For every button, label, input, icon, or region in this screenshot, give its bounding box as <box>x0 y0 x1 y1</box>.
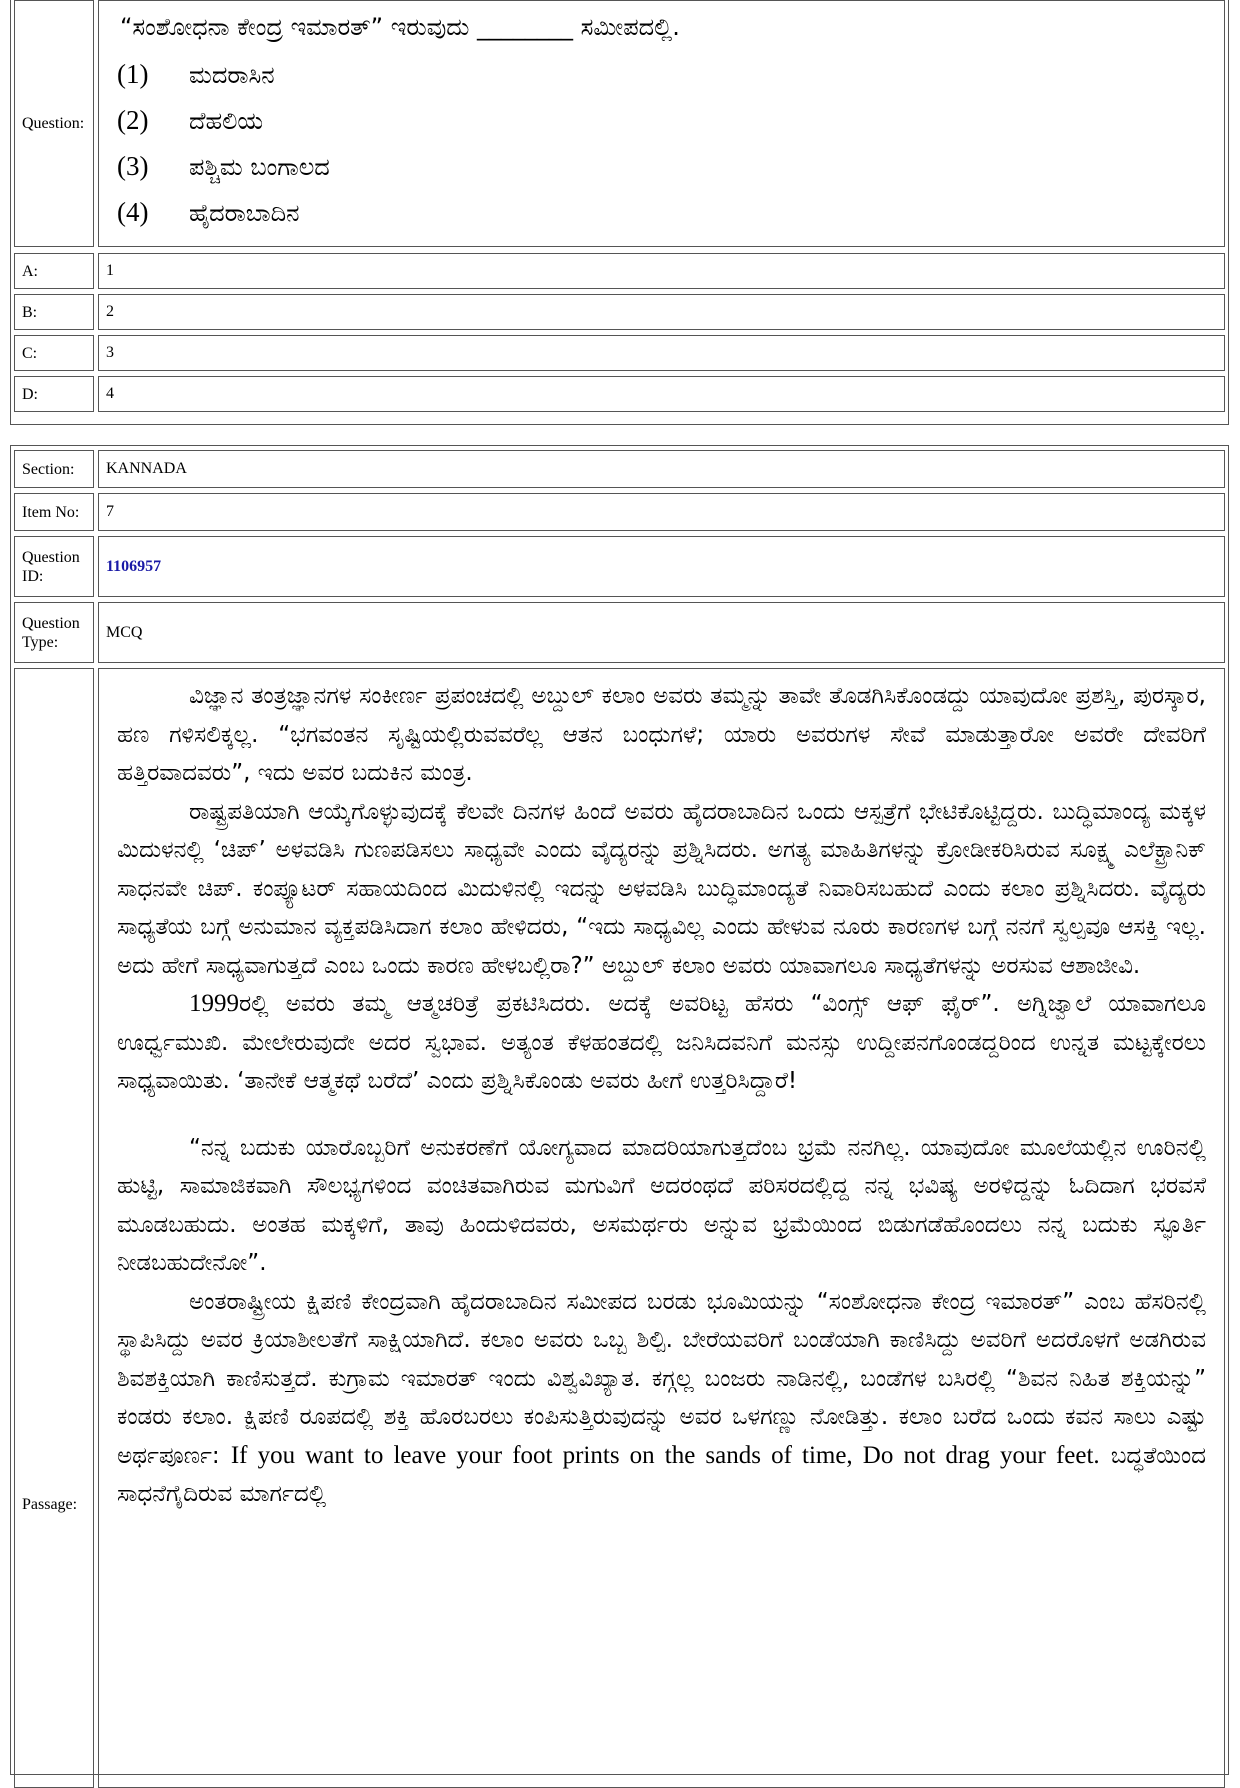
passage-text <box>117 677 1206 1514</box>
answer-row-d <box>14 376 1225 412</box>
answer-value: 4 <box>98 376 1225 412</box>
passage-paragraph-5 <box>117 1283 1206 1514</box>
option-text: ಮದರಾಸಿನ <box>189 61 275 89</box>
section-label: Section: <box>14 450 94 488</box>
answer-row-c <box>14 335 1225 371</box>
section-value: KANNADA <box>98 450 1225 488</box>
question-row <box>14 0 1225 247</box>
passage-paragraph-1: ವಿಜ್ಞಾನ ತಂತ್ರಜ್ಞಾನಗಳ ಸಂಕೀರ್ಣ ಪ್ರಪಂಚದಲ್ಲಿ ಅಬ್ದುಲ್ ಕಲಾಂ ಅವರು ತಮ್ಮನ್ನು ತಾವೇ ತೊಡಗಿಸಿಕೊಂಡದ್ದು ಯಾವುದೋ ಪ್ರಶಸ್ತಿ, ಪುರಸ್ಕಾರ, ಹಣ ಗಳಿಸಲಿಕ್ಕಲ್ಲ. “ಭಗವಂತನ ಸೃಷ್ಟಿಯಲ್ಲಿರುವವರೆಲ್ಲ ಆತನ ಬಂಧುಗಳೆ; ಯಾರು ಅವರುಗಳ ಸೇವೆ ಮಾಡುತ್ತಾರೋ ಅವರೇ ದೇವರಿಗೆ ಹತ್ತಿರವಾದವರು”, ಇದು ಅವರ ಬದುಕಿನ ಮಂತ್ರ. <box>117 683 1206 786</box>
passage-paragraph-3 <box>117 985 1206 1101</box>
question-id-row <box>14 536 1225 597</box>
question-type-label: Question Type: <box>14 602 94 663</box>
passage-paragraph-2: ರಾಷ್ಟ್ರಪತಿಯಾಗಿ ಆಯ್ಕೆಗೊಳ್ಳುವುದಕ್ಕೆ ಕೆಲವೇ ದಿನಗಳ ಹಿಂದೆ ಅವರು ಹೈದರಾಬಾದಿನ ಒಂದು ಆಸ್ಪತ್ರೆಗೆ ಭೇಟಿಕೊಟ್ಟಿದ್ದರು. ಬುದ್ಧಿಮಾಂದ್ಯ ಮಕ್ಕಳ ಮಿದುಳನಲ್ಲಿ ‘ಚಿಪ್’ ಅಳವಡಿಸಿ ಗುಣಪಡಿಸಲು ಸಾಧ್ಯವೇ ಎಂದು ವೈದ್ಯರನ್ನು ಪ್ರಶ್ನಿಸಿದರು. ಅಗತ್ಯ ಮಾಹಿತಿಗಳನ್ನು ಕ್ರೋಡೀಕರಿಸಿರುವ ಸೂಕ್ಷ್ಮ ಎಲೆಕ್ಟ್ರಾನಿಕ್ ಸಾಧನವೇ ಚಿಪ್. ಕಂಪ್ಯೂಟರ್ ಸಹಾಯದಿಂದ ಮಿದುಳಿನಲ್ಲಿ ಇದನ್ನು ಅಳವಡಿಸಿ ಬುದ್ಧಿಮಾಂದ್ಯತೆ ನಿವಾರಿಸಬಹುದೆ ಎಂದು ಕಲಾಂ ಪ್ರಶ್ನಿಸಿದರು. ವೈದ್ಯರು ಸಾಧ್ಯತೆಯ ಬಗ್ಗೆ ಅನುಮಾನ ವ್ಯಕ್ತಪಡಿಸಿದಾಗ ಕಲಾಂ ಹೇಳಿದರು, “ಇದು ಸಾಧ್ಯವಿಲ್ಲ ಎಂದು ಹೇಳುವ ನೂರು ಕಾರಣಗಳ ಬಗ್ಗೆ ನನಗೆ ಸ್ವಲ್ಪವೂ ಆಸಕ್ತಿ ಇಲ್ಲ. ಅದು ಹೇಗೆ ಸಾಧ್ಯವಾಗುತ್ತದೆ ಎಂಬ ಒಂದು ಕಾರಣ ಹೇಳಬಲ್ಲಿರಾ?” ಅಬ್ದುಲ್ ಕಲಾಂ ಅವರು ಯಾವಾಗಲೂ ಸಾಧ್ಯತೆಗಳನ್ನು ಅರಸುವ ಆಶಾಜೀವಿ. <box>117 798 1206 979</box>
option-number: (1) <box>117 59 149 89</box>
passage-paragraph-3-text: ರಲ್ಲಿ ಅವರು ತಮ್ಮ ಆತ್ಮಚರಿತ್ರೆ ಪ್ರಕಟಿಸಿದರು. ಅದಕ್ಕೆ ಅವರಿಟ್ಟ ಹೆಸರು “ವಿಂಗ್ಸ್ ಆಫ್ ಫೈರ್”. ಅಗ್ನಿಜ್ವಾಲೆ ಯಾವಾಗಲೂ ಊರ್ಧ್ವಮುಖಿ. ಮೇಲೇರುವುದೇ ಅದರ ಸ್ವಭಾವ. ಅತ್ಯಂತ ಕೆಳಹಂತದಲ್ಲಿ ಜನಿಸಿದವನಿಗೆ ಮನಸ್ಸು ಉದ್ದೀಪನಗೊಂಡದ್ದರಿಂದ ಉನ್ನತ ಮಟ್ಟಕ್ಕೇರಲು ಸಾಧ್ಯವಾಯಿತು. ‘ತಾನೇಕೆ ಆತ್ಮಕಥೆ ಬರೆದೆ’ ಎಂದು ಪ್ರಶ್ನಿಸಿಕೊಂಡು ಅವರು ಹೀಗೆ ಉತ್ತರಿಸಿದ್ದಾರೆ! <box>117 991 1206 1094</box>
item-no-value: 7 <box>98 493 1225 531</box>
answer-row-b <box>14 294 1225 330</box>
option-text: ಹೈದರಾಬಾದಿನ <box>189 199 300 227</box>
item-table <box>10 445 1229 1775</box>
question-id-value: 1106957 <box>98 536 1225 597</box>
option-text: ದೆಹಲಿಯ <box>189 107 264 135</box>
item-no-row <box>14 493 1225 531</box>
answer-label: D: <box>14 376 94 412</box>
passage-paragraph-5-text: ಅಂತರಾಷ್ಟ್ರೀಯ ಕ್ಷಿಪಣಿ ಕೇಂದ್ರವಾಗಿ ಹೈದರಾಬಾದಿನ ಸಮೀಪದ ಬರಡು ಭೂಮಿಯನ್ನು “ಸಂಶೋಧನಾ ಕೇಂದ್ರ ಇಮಾರತ್” ಎಂಬ ಹೆಸರಿನಲ್ಲಿ ಸ್ಥಾಪಿಸಿದ್ದು ಅವರ ಕ್ರಿಯಾಶೀಲತೆಗೆ ಸಾಕ್ಷಿಯಾಗಿದೆ. ಕಲಾಂ ಅವರು ಒಬ್ಬ ಶಿಲ್ಪಿ. ಬೇರೆಯವರಿಗೆ ಬಂಡೆಯಾಗಿ ಕಾಣಿಸಿದ್ದು ಅವರಿಗೆ ಅದರೊಳಗೆ ಅಡಗಿರುವ ಶಿವಶಕ್ತಿಯಾಗಿ ಕಾಣಿಸುತ್ತದೆ. ಕುಗ್ರಾಮ ಇಮಾರತ್ ಇಂದು ವಿಶ್ವವಿಖ್ಯಾತ. ಕಗ್ಗಲ್ಲ ಬಂಜರು ನಾಡಿನಲ್ಲಿ, ಬಂಡೆಗಳ ಬಸಿರಲ್ಲಿ “ಶಿವನ ನಿಹಿತ ಶಕ್ತಿಯನ್ನು” ಕಂಡರು ಕಲಾಂ. ಕ್ಷಿಪಣಿ ರೂಪದಲ್ಲಿ ಶಕ್ತಿ ಹೊರಬರಲು ಕಂಪಿಸುತ್ತಿರುವುದನ್ನು ಅವರ ಒಳಗಣ್ಣು ನೋಡಿತ್ತು. ಕಲಾಂ ಬರೆದ ಒಂದು ಕವನ ಸಾಲು ಎಷ್ಟು ಅರ್ಥಪೂರ್ಣ: <box>117 1288 1206 1469</box>
option-4 <box>117 197 299 228</box>
answer-value: 1 <box>98 253 1225 289</box>
question-id-label: Question ID: <box>14 536 94 597</box>
option-1 <box>117 59 275 90</box>
answer-label: C: <box>14 335 94 371</box>
item-no-label: Item No: <box>14 493 94 531</box>
passage-content <box>98 668 1225 1788</box>
option-number: (2) <box>117 105 149 135</box>
section-row <box>14 450 1225 488</box>
option-text: ಪಶ್ಚಿಮ ಬಂಗಾಲದ <box>189 153 330 181</box>
question-content <box>98 0 1225 247</box>
answer-value: 3 <box>98 335 1225 371</box>
previous-question-table <box>10 0 1229 425</box>
answer-row-a <box>14 253 1225 289</box>
passage-paragraph-5-tail: ಬದ್ಧತೆಯಿಂದ ಸಾಧನೆಗೈದಿರುವ ಮಾರ್ಗದಲ್ಲಿ <box>117 1442 1206 1507</box>
question-label: Question: <box>14 0 94 247</box>
passage-label: Passage: <box>14 668 94 1788</box>
option-number: (3) <box>117 151 149 181</box>
question-type-row <box>14 602 1225 663</box>
answer-value: 2 <box>98 294 1225 330</box>
option-2 <box>117 105 263 136</box>
answer-label: A: <box>14 253 94 289</box>
question-type-value: MCQ <box>98 602 1225 663</box>
passage-english-quote: If you want to leave your foot prints on the sands of time, Do not drag your feet. <box>230 1441 1100 1469</box>
option-3 <box>117 151 330 182</box>
question-text: “ಸಂಶೋಧನಾ ಕೇಂದ್ರ ಇಮಾರತ್” ಇರುವುದು ________ ಸಮೀಪದಲ್ಲಿ. <box>120 13 680 41</box>
passage-paragraph-4: “ನನ್ನ ಬದುಕು ಯಾರೊಬ್ಬರಿಗೆ ಅನುಕರಣೆಗೆ ಯೋಗ್ಯವಾದ ಮಾದರಿಯಾಗುತ್ತದೆಂಬ ಭ್ರಮೆ ನನಗಿಲ್ಲ. ಯಾವುದೋ ಮೂಲೆಯಲ್ಲಿನ ಊರಿನಲ್ಲಿ ಹುಟ್ಟಿ, ಸಾಮಾಜಿಕವಾಗಿ ಸೌಲಭ್ಯಗಳಿಂದ ವಂಚಿತವಾಗಿರುವ ಮಗುವಿಗೆ ಅದರಂಥದೆ ಪರಿಸರದಲ್ಲಿದ್ದ ನನ್ನ ಭವಿಷ್ಯ ಅರಳಿದ್ದನ್ನು ಓದಿದಾಗ ಭರವಸೆ ಮೂಡಬಹುದು. ಅಂತಹ ಮಕ್ಕಳಿಗೆ, ತಾವು ಹಿಂದುಳಿದವರು, ಅಸಮರ್ಥರು ಅನ್ನುವ ಭ್ರಮೆಯಿಂದ ಬಿಡುಗಡೆಹೊಂದಲು ನನ್ನ ಬದುಕು ಸ್ಫೂರ್ತಿ ನೀಡಬಹುದೇನೋ”. <box>117 1134 1206 1276</box>
answer-label: B: <box>14 294 94 330</box>
option-number: (4) <box>117 197 149 227</box>
passage-year: 1999 <box>189 990 239 1017</box>
passage-row <box>14 668 1225 1788</box>
